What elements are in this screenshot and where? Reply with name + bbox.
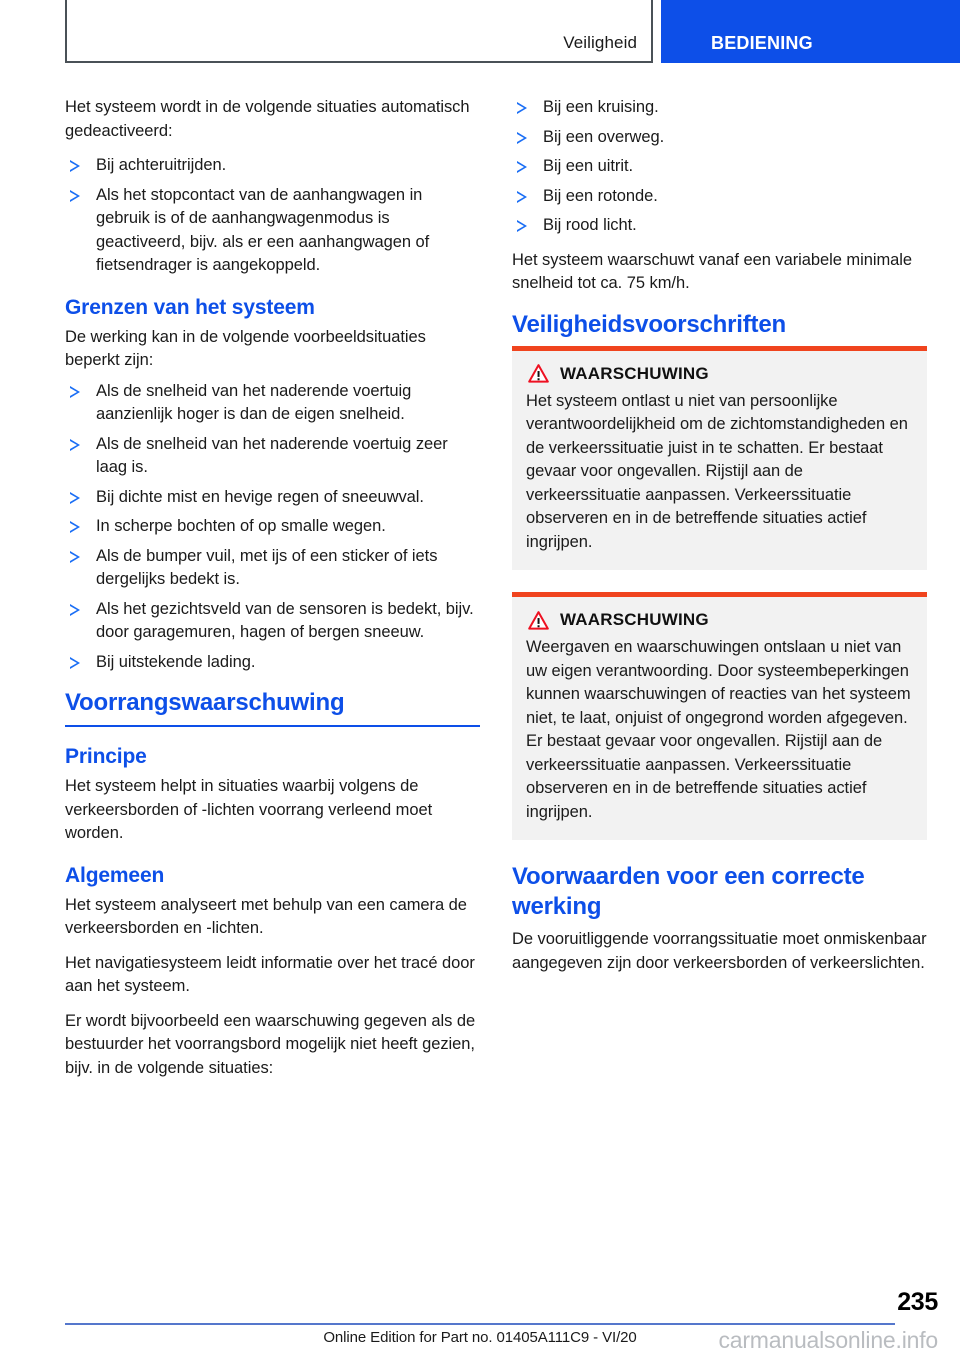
triangle-bullet-icon [70,657,80,669]
chapter-tab [65,0,653,63]
warning-triangle-icon [528,611,549,630]
chapter-title: Veiligheid [563,33,637,52]
conditions-text: De vooruitliggende voorrangssituatie moet onmiskenbaar aangegeven zijn door verkeersborden of verkeerslichten. [512,930,927,972]
right-column [512,96,927,986]
principe-text: Het systeem helpt in situaties waarbij volgens de verkeersborden of -lichten voorrang verleend moet worden. [65,777,433,842]
limits-intro: De werking kan in de volgende voorbeeldsituaties beperkt zijn: [65,327,426,369]
triangle-bullet-icon [517,220,527,232]
list-item [512,155,927,179]
heading-grenzen-van-het-systeem: Grenzen van het systeem [65,295,315,319]
triangle-bullet-icon [517,191,527,203]
triangle-bullet-icon [70,551,80,563]
triangle-bullet-icon [70,492,80,504]
list-item-text: Bij een overweg. [543,127,665,146]
list-item [512,185,927,209]
triangle-bullet-icon [70,521,80,533]
warning-header [526,364,911,384]
list-item [65,515,480,539]
algemeen-paragraph-2: Het navigatiesysteem leidt informatie over het tracé door aan het systeem. [65,953,475,995]
edition-notice: Online Edition for Part no. 01405A111C9 - VI/20 [323,1329,637,1346]
list-item [65,486,480,510]
list-item-text: Bij dichte mist en hevige regen of sneeuwval. [96,487,424,506]
triangle-bullet-icon [70,160,80,172]
list-item-text: Bij achteruitrijden. [96,156,227,174]
list-item [65,184,480,278]
left-column [65,96,480,1091]
deactivation-bullet-list [65,154,480,278]
warning-title: WAARSCHUWING [560,610,709,629]
heading-voorwaarden-correcte-werking: Voorwaarden voor een correcte werking [512,863,865,920]
deactivation-intro: Het systeem wordt in de volgende situaties automatisch gedeactiveerd: [65,98,470,140]
triangle-bullet-icon [70,439,80,451]
triangle-bullet-icon [70,190,80,202]
list-item-text: Bij rood licht. [543,216,637,234]
list-item-text: Als de bumper vuil, met ijs of een sticker of iets dergelijks bedekt is. [96,546,438,588]
page-footer [0,1282,960,1362]
page-number: 235 [897,1288,938,1316]
list-item-text: Als het stopcontact van de aanhangwagen in gebruik is of de aanhangwagenmodus is geactiveerd, bijv. als er een aanhangwagen of fietsendrager is aangekoppeld. [96,185,430,274]
list-item-text: Als de snelheid van het naderende voertuig zeer laag is. [96,434,448,476]
list-item [65,433,480,480]
warning-body: Het systeem ontlast u niet van persoonlijke verantwoordelijkheid om de zichtomstandigheden en de verkeerssituatie juist in te schatten. Er bestaat gevaar voor ongevallen. Rijstijl aan de verkeerssituatie aanpassen. Verkeerssituatie observeren en in de betreffende situaties actief ingrijpen. [526,391,908,551]
list-item-text: In scherpe bochten of op smalle wegen. [96,517,386,535]
triangle-bullet-icon [70,604,80,616]
situation-bullet-list [512,96,927,238]
section-title: BEDIENING [711,33,813,53]
list-item [65,545,480,592]
list-item [65,380,480,427]
warning-box [512,346,927,571]
heading-algemeen: Algemeen [65,863,165,887]
warning-body: Weergaven en waarschuwingen ontslaan u niet van uw eigen verantwoording. Door systeembeperkingen kunnen waarschuwingen of reacties van het systeem niet, te laat, onjuist of ongegrond worden afgegeven. Er bestaat gevaar voor ongevallen. Rijstijl aan de verkeerssituatie aanpassen. Verkeerssituatie observeren en in de betreffende situaties actief ingrijpen. [526,638,911,821]
heading-principe: Principe [65,745,147,768]
list-item-text: Bij een kruising. [543,98,659,116]
warning-triangle-icon [528,364,549,383]
warning-box [512,592,927,840]
list-item [65,651,480,675]
speed-paragraph: Het systeem waarschuwt vanaf een variabele minimale snelheid tot ca. 75 km/h. [512,250,913,292]
warning-header [526,610,911,630]
list-item [65,598,480,645]
heading-voorrangswaarschuwing: Voorrangswaarschuwing [65,688,480,727]
list-item [512,126,927,150]
triangle-bullet-icon [70,386,80,398]
page-header [0,0,960,66]
warning-title: WAARSCHUWING [560,363,709,383]
section-tab [661,0,960,63]
algemeen-paragraph-3: Er wordt bijvoorbeeld een waarschuwing gegeven als de bestuurder het voorrangsbord mogelijk niet heeft gezien, bijv. in de volgende situaties: [65,1011,476,1077]
triangle-bullet-icon [517,102,527,114]
watermark: carmanualsonline.info [718,1327,938,1353]
footer-divider [65,1323,895,1325]
list-item-text: Bij uitstekende lading. [96,652,256,671]
list-item [512,96,927,120]
list-item-text: Als de snelheid van het naderende voertuig aanzienlijk hoger is dan de eigen snelheid. [96,381,412,423]
triangle-bullet-icon [517,161,527,173]
list-item-text: Bij een rotonde. [543,186,658,205]
algemeen-paragraph-1: Het systeem analyseert met behulp van een camera de verkeersborden en -lichten. [65,895,467,937]
list-item-text: Als het gezichtsveld van de sensoren is bedekt, bijv. door garagemuren, hagen of bergen sneeuw. [96,599,474,641]
list-item [65,154,480,178]
heading-veiligheidsvoorschriften: Veiligheidsvoorschriften [512,310,786,338]
triangle-bullet-icon [517,132,527,144]
list-item [512,214,927,238]
limits-bullet-list [65,380,480,675]
list-item-text: Bij een uitrit. [543,157,634,175]
